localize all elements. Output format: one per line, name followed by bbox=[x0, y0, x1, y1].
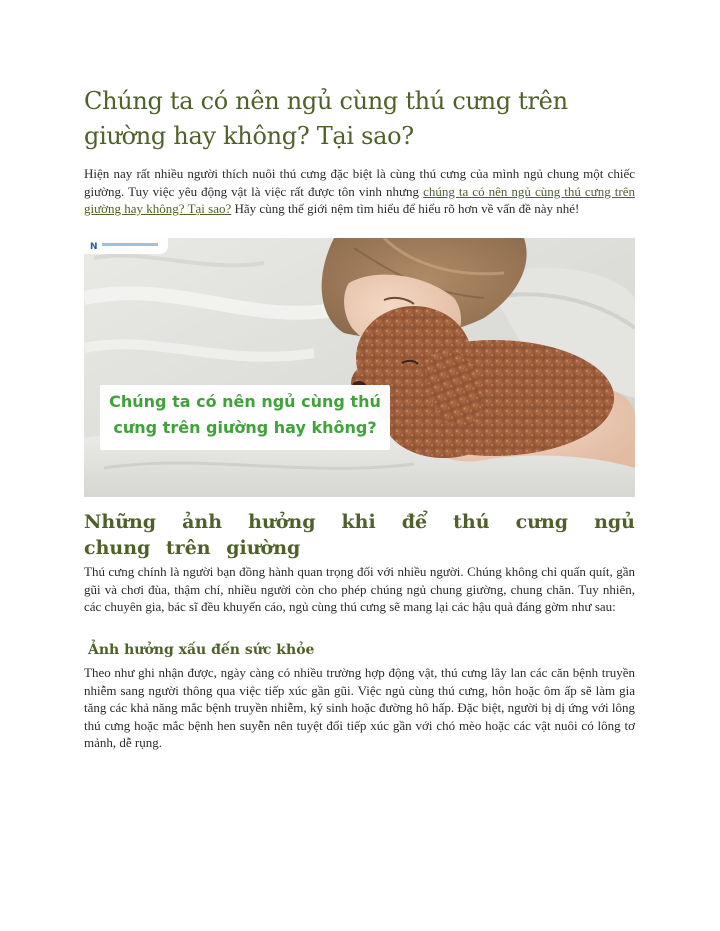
article-title: Chúng ta có nên ngủ cùng thú cưng trên giường hay không? Tại sao? bbox=[84, 87, 568, 150]
intro-text-before: Hiện nay rất nhiều người thích nuôi thú cưng đặc biệt là cùng thú cưng của mình ngủ chung một chiếc giường. Tuy việc yêu động vật là việc rất được tôn vinh nhưng bbox=[84, 166, 635, 199]
hero-caption-line-1: Chúng ta có nên ngủ cùng thú bbox=[109, 392, 381, 411]
hero-caption bbox=[100, 389, 390, 441]
intro-text-after: Hãy cùng thế giới nệm tìm hiểu để hiểu rõ hơn về vấn đề này nhé! bbox=[231, 201, 580, 216]
section-heading: Những ảnh hưởng khi để thú cưng ngủ chung trên giường bbox=[84, 511, 635, 559]
subsection-heading: Ảnh hưởng xấu đến sức khỏe bbox=[88, 642, 315, 658]
article-link[interactable]: chúng ta có nên ngủ cùng thú cưng trên giường hay không? Tại sao? bbox=[84, 183, 635, 216]
svg-text:N: N bbox=[90, 242, 98, 252]
hero-image bbox=[84, 238, 635, 497]
hero-illustration bbox=[84, 238, 635, 497]
intro-paragraph bbox=[84, 165, 635, 218]
hero-caption-line-2: cưng trên giường hay không? bbox=[113, 418, 377, 437]
section-paragraph: Thú cưng chính là người bạn đồng hành quan trọng đối với nhiều người. Chúng không chỉ quấn quít, gần gũi và chơi đùa, thậm chí, nhiều người còn cho phép chúng ngủ chung giường, chung chăn. Tuy nhiên, các chuyên gia, bác sĩ đều khuyến cáo, ngủ cùng thú cưng sẽ mang lại các hậu quả đáng gờm như sau: bbox=[84, 564, 635, 614]
subsection-paragraph: Theo như ghi nhận được, ngày càng có nhiều trường hợp động vật, thú cưng lây lan các căn bệnh truyền nhiễm sang người thông qua việc tiếp xúc gần gũi. Việc ngủ cùng thú cưng, hôn hoặc ôm ấp sẽ làm gia tăng các khả năng mắc bệnh truyền nhiễm, ký sinh hoặc đường hô hấp. Đặc biệt, người bị dị ứng với lông thú cưng hoặc mắc bệnh hen suyễn nên tuyệt đối tiếp xúc gần với chó mèo hoặc các vật nuôi có lông tơ mảnh, dễ rụng. bbox=[84, 665, 635, 750]
